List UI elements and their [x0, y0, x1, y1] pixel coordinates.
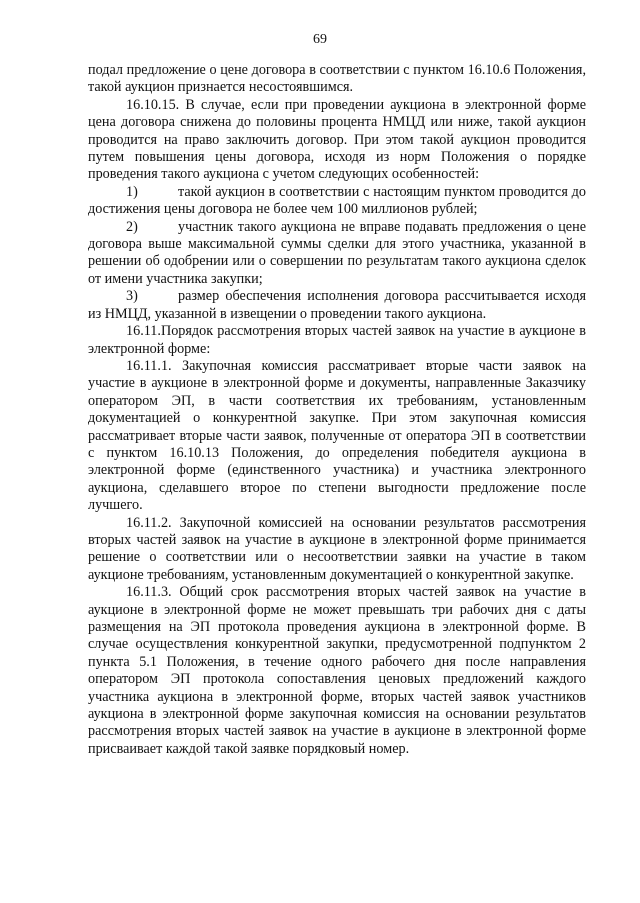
list-item-text: размер обеспечения исполнения договора рассчитывается исходя из НМЦД, указанной в извещении о проведении такого аукциона. [88, 288, 586, 322]
paragraph-16-10-15: 16.10.15. В случае, если при проведении аукциона в электронной форме цена договора снижена до половины процента НМЦД или ниже, такой аукцион проводится на право заключить договор. При этом такой аукцион проводится путем повышения цены договора, исходя из норм Положения о порядке проведения такого аукциона с учетом следующих особенностей: [88, 96, 586, 183]
list-item-number: 2) [126, 218, 138, 235]
paragraph-continuation: подал предложение о цене договора в соответствии с пунктом 16.10.6 Положения, такой аукцион признается несостоявшимся. [88, 62, 586, 96]
list-item-1 [88, 184, 586, 219]
list-item-3 [88, 288, 586, 323]
paragraph-16-11-1: 16.11.1. Закупочная комиссия рассматривает вторые части заявок на участие в аукционе в электронной форме и документы, направленные Заказчику оператором ЭП, в части соответствия их требованиям, установленным документацией о конкурентной закупке. При этом закупочная комиссия рассматривает вторые части заявок, полученные от оператора ЭП в соответствии с пунктом 16.10.13 Положения, до определения победителя аукциона в электронной форме (единственного участника) и участника электронного аукциона, сделавшего второе по степени выгодности предложение после лучшего. [88, 357, 586, 514]
list-item-2 [88, 219, 586, 289]
list-item-number: 3) [126, 288, 138, 305]
list-item-text: такой аукцион в соответствии с настоящим пунктом проводится до достижения цены договора не более чем 100 миллионов рублей; [88, 183, 586, 218]
paragraph-16-11: 16.11.Порядок рассмотрения вторых частей заявок на участие в аукционе в электронной форме: [88, 323, 586, 357]
paragraph-16-11-2: 16.11.2. Закупочной комиссией на основании результатов рассмотрения вторых частей заявок на участие в аукционе в электронной форме принимается решение о соответствии или о несоответствии заявки на участие в таком аукционе требованиям, установленным документацией о конкурентной закупке. [88, 514, 586, 583]
list-item-text: участник такого аукциона не вправе подавать предложения о цене договора выше максимальной суммы сделки для этого участника, указанной в решении об одобрении или о совершении по результатам такого аукциона сделок от имени участника закупки; [88, 218, 586, 287]
list-item-number: 1) [126, 183, 138, 200]
document-body [88, 62, 586, 758]
page-number: 69 [313, 32, 327, 47]
paragraph-16-11-3: 16.11.3. Общий срок рассмотрения вторых частей заявок на участие в аукционе в электронной форме не может превышать три рабочих дня с даты размещения на ЭП протокола проведения аукциона в электронной форме. В случае осуществления конкурентной закупки, предусмотренной подпунктом 2 пункта 5.1 Положения, в течение одного рабочего дня после направления оператором ЭП протокола сопоставления ценовых предложений каждого участника аукциона в электронной форме, вторых частей заявок участников аукциона в электронной форме закупочная комиссия на основании результатов рассмотрения вторых частей заявок на участие в аукционе в электронной форме присваивает каждой такой заявке порядковый номер. [88, 584, 586, 757]
